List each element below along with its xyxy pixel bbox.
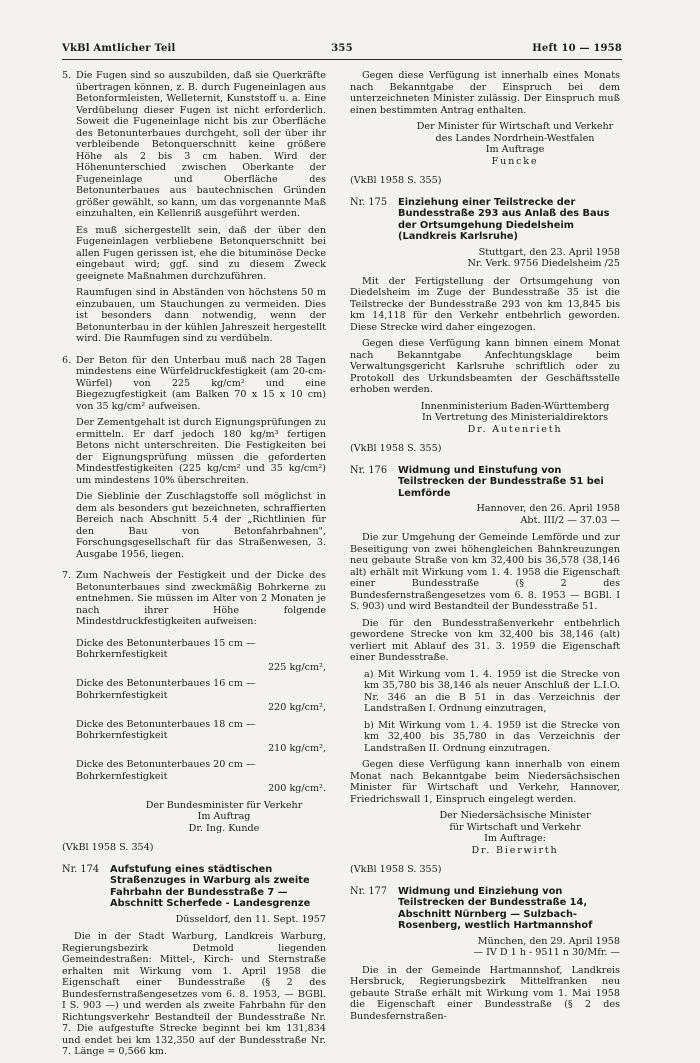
item-number: 6. xyxy=(62,354,72,366)
strength-list xyxy=(62,638,326,795)
item-7 xyxy=(62,570,326,633)
paragraph: Die Sieblinie der Zuschlagstoffe soll möglichst in dem als besonders gut bezeichneten, schraffierten Bereich nach Abschnitt 5.4 der „Richtlinien für den Bau von Betonfahrbahnen", Forschungsgesellschaft für das Straßenwesen, 3. Ausgabe 1956, liegen. xyxy=(76,491,326,560)
sub-item-a: a) Mit Wirkung vom 1. 4. 1959 ist die Strecke von km 35,780 bis 38,146 als neuer Anschluß der L.I.O. Nr. 346 an die B 51 in das Verzeichnis der Landstraßen I. Ordnung einzutragen, xyxy=(364,668,620,714)
item-number: 7. xyxy=(62,570,72,581)
paragraph: Die in der Gemeinde Hartmannshof, Landkreis Hersbruck, Regierungsbezirk Mittelfranken neu gebaute Straße erhält mit Wirkung vom 1. Mai 1958 die Eigenschaft einer Bundesstraße (§ 2 des Bundesfernstraßen- xyxy=(350,964,620,1022)
paragraph: Raumfugen sind in Abständen von höchstens 50 m einzubauen, um Stauchungen zu vermeiden. Dies ist besonders dann notwendig, wenn der Betonunterbau in der kühlen Jahreszeit hergestellt wird. Die Raumfugen sind zu verdübeln. xyxy=(76,287,326,344)
paragraph: Der Beton für den Unterbau muß nach 28 Tagen mindestens eine Würfeldruckfestigkeit (am 20-cm-Würfel) von 225 kg/cm² und eine Biegezugfestigkeit (am Balken 70 x 15 x 10 cm) von 35 kg/cm² aufweisen. xyxy=(76,354,326,412)
left-column xyxy=(62,70,326,1063)
reference: (VkBl 1958 S. 355) xyxy=(350,175,442,186)
sub-item-b: b) Mit Wirkung vom 1. 4. 1959 ist die Strecke von km 32,400 bis 35,780 in das Verzeichnis der Landstraßen II. Ordnung einzutragen. xyxy=(364,719,620,754)
paragraph: Es muß sichergestellt sein, daß der über den Fugeneinlagen verbliebene Betonquerschnitt bei allen Fugen gerissen ist, ehe die bituminöse Decke eingebaut wird; ggf. sind zu diesem Zweck geeignete Maßnahmen durchzuführen. xyxy=(76,224,326,282)
list-item: Dicke des Betonunterbaues 18 cm — Bohrkernfestigkeit xyxy=(76,718,256,741)
paragraph: Gegen diese Verfügung ist innerhalb eines Monats nach Bekanntgabe der Einspruch bei dem unterzeichneten Minister zulässig. Der Einspruch muß einen bestimmten Antrag enthalten. xyxy=(350,70,620,116)
paragraph: Die zur Umgehung der Gemeinde Lemförde und zur Beseitigung von zwei höhengleichen Bahnkreuzungen neu gebaute Straße von km 32,400 bis 36,578 (38,146 alt) erhält mit Wirkung vom 1. 4. 1958 die Eigenschaft einer Bundesstraße (§ 2 des Bundesfernstraßengesetzes vom 6. 8. 1953 — BGBl. I S. 903) und wird Bestandteil der Bundesstraße 51. xyxy=(350,532,620,612)
paragraph: Die Fugen sind so auszubilden, daß sie Querkräfte übertragen können, z. B. durch Fugeneinlagen aus Betonformleisten, Welleternit, Kunststoff u. a. Eine Verdübelung dieser Fugen ist nicht erforderlich. Soweit die Fugeneinlage nicht bis zur Oberfläche des Betonunterbaues durchgeht, soll der über ihr verbleibende Betonquerschnitt keine größere Höhe als 2 bis 3 cm haben. Wird der Höhenunterschied zwischen Oberkante der Fugeneinlage und Oberfläche des Betonunterbaues aus bautechnischen Gründen größer gewählt, so kann, um das vorgenannte Maß einzuhalten, ein Kellenriß ausgeführt werden. xyxy=(76,70,326,219)
item-number: 5. xyxy=(62,70,72,81)
section-title-177 xyxy=(350,886,620,932)
reference: (VkBl 1958 S. 355) xyxy=(350,864,442,875)
reference: (VkBl 1958 S. 355) xyxy=(350,443,442,454)
item-6 xyxy=(62,355,326,566)
paragraph: Mit der Fertigstellung der Ortsumgehung von Diedelsheim im Zuge der Bundesstraße 35 ist die Teilstrecke der Bundesstraße 293 von km 13,845 bis km 14,118 für den Verkehr entbehrlich geworden. Diese Strecke wird daher eingezogen. xyxy=(350,275,620,333)
list-item: Dicke des Betonunterbaues 20 cm — Bohrkernfestigkeit xyxy=(76,759,256,782)
reference: (VkBl 1958 S. 354) xyxy=(62,842,154,853)
list-value: 200 kg/cm². xyxy=(268,783,326,794)
place-date: München, den 29. April 1958 — IV D 1 h - 9511 n 30/Mfr. — xyxy=(473,935,620,958)
section-heading: Aufstufung eines städtischen Straßenzuges in Warburg als zweite Fahrbahn der Bundesstraße 7 — Abschnitt Scherfede - Landesgrenze xyxy=(110,863,311,909)
paragraph: Der Zementgehalt ist durch Eignungsprüfungen zu ermitteln. Er darf jedoch 180 kg/m³ fertigen Betons nicht unterschreiten. Die Festigkeiten bei der Eignungsprüfung müssen die geforderten Mindestfestigkeiten (225 kg/cm² und 35 kg/cm²) um mindestens 10% überschreiten. xyxy=(76,417,326,486)
section-number: Nr. 174 xyxy=(62,863,100,875)
section-number: Nr. 177 xyxy=(350,885,388,897)
section-heading: Einziehung einer Teilstrecke der Bundesstraße 293 aus Anlaß des Baus der Ortsumgehung Diedelsheim (Landkreis Karlsruhe) xyxy=(398,196,610,242)
paragraph: Die in der Stadt Warburg, Landkreis Warburg, Regierungsbezirk Detmold liegenden Gemeindestraßen: Mittel-, Kirch- und Sternstraße erhalten mit Wirkung vom 1. April 1958 die Eigenschaft einer Bundesstraße (§ 2 des Bundesfernstraßengesetzes vom 6. 8. 1953, — BGBl. I S. 903 —) und werden als zweite Fahrbahn für den Richtungsverkehr Bestandteil der Bundesstraße Nr. 7. Die aufgestufte Strecke beginnt bei km 131,834 und endet bei km 132,350 auf der Bundesstraße Nr. 7. Länge = 0,566 km. xyxy=(62,931,326,1057)
signature-block: Innenministerium Baden-Württemberg In Vertretung des Ministerialdirektors Dr. Autenrieth xyxy=(420,400,610,435)
place-date: Düsseldorf, den 11. Sept. 1957 xyxy=(175,913,326,925)
signature-block: Der Minister für Wirtschaft und Verkehr des Landes Nordrhein-Westfalen Im Auftrage Funcke xyxy=(416,121,614,167)
list-value: 210 kg/cm², xyxy=(268,742,326,754)
paragraph: Gegen diese Verfügung kann binnen einem Monat nach Bekanntgabe Anfechtungsklage beim Verwaltungsgericht Karlsruhe schriftlich oder zu Protokoll des Urkundsbeamten der Geschäftsstelle erhoben werden. xyxy=(350,338,620,395)
place-date: Hannover, den 26. April 1958 Abt. III/2 — 37.03 — xyxy=(476,503,620,526)
paragraph: Gegen diese Verfügung kann innerhalb von einem Monat nach Bekanntgabe beim Niedersächsischen Minister für Wirtschaft und Verkehr, Hannover, Friedrichswall 1, Einspruch eingelegt werden. xyxy=(350,759,620,805)
paragraph: Die für den Bundesstraßenverkehr entbehrlich gewordene Strecke von km 32,400 bis 38,146 (alt) verliert mit Ablauf des 31. 3. 1959 die Eigenschaft einer Bundesstraße. xyxy=(350,617,620,663)
page-header xyxy=(62,41,622,60)
section-number: Nr. 175 xyxy=(350,196,388,208)
signature-block: Der Bundesminister für Verkehr Im Auftrag Dr. Ing. Kunde xyxy=(145,799,303,834)
page-number: 355 xyxy=(331,43,353,54)
section-heading: Widmung und Einziehung von Teilstrecken der Bundesstraße 14, Abschnitt Nürnberg — Sulzbach-Rosenberg, westlich Hartmannshof xyxy=(398,885,593,931)
list-item: Dicke des Betonunterbaues 15 cm — Bohrkernfestigkeit xyxy=(76,637,256,660)
paragraph: Zum Nachweis der Festigkeit und der Dicke des Betonunterbaues sind zweckmäßig Bohrkerne zu entnehmen. Sie müssen im Alter von 2 Monaten je nach ihrer Höhe folgende Mindestdruckfestigkeiten aufweisen: xyxy=(76,570,326,627)
list-value: 220 kg/cm², xyxy=(268,702,326,713)
section-heading: Widmung und Einstufung von Teilstrecken der Bundesstraße 51 bei Lemförde xyxy=(398,464,604,499)
section-title-176 xyxy=(350,465,620,500)
place-date: Stuttgart, den 23. April 1958 Nr. Verk. 9756 Diedelsheim /25 xyxy=(467,246,620,269)
journal-title: VkBl Amtlicher Teil xyxy=(62,43,176,54)
issue-label: Heft 10 — 1958 xyxy=(532,43,622,54)
item-5 xyxy=(62,70,326,350)
list-item: Dicke des Betonunterbaues 16 cm — Bohrkernfestigkeit xyxy=(76,678,256,701)
list-value: 225 kg/cm², xyxy=(268,661,326,673)
signature-block: Der Niedersächsische Minister für Wirtschaft und Verkehr Im Auftrage: Dr. Bierwirth xyxy=(439,810,591,856)
right-column xyxy=(350,70,620,1027)
section-title-175 xyxy=(350,197,620,243)
section-title-174 xyxy=(62,864,326,910)
section-number: Nr. 176 xyxy=(350,464,388,476)
